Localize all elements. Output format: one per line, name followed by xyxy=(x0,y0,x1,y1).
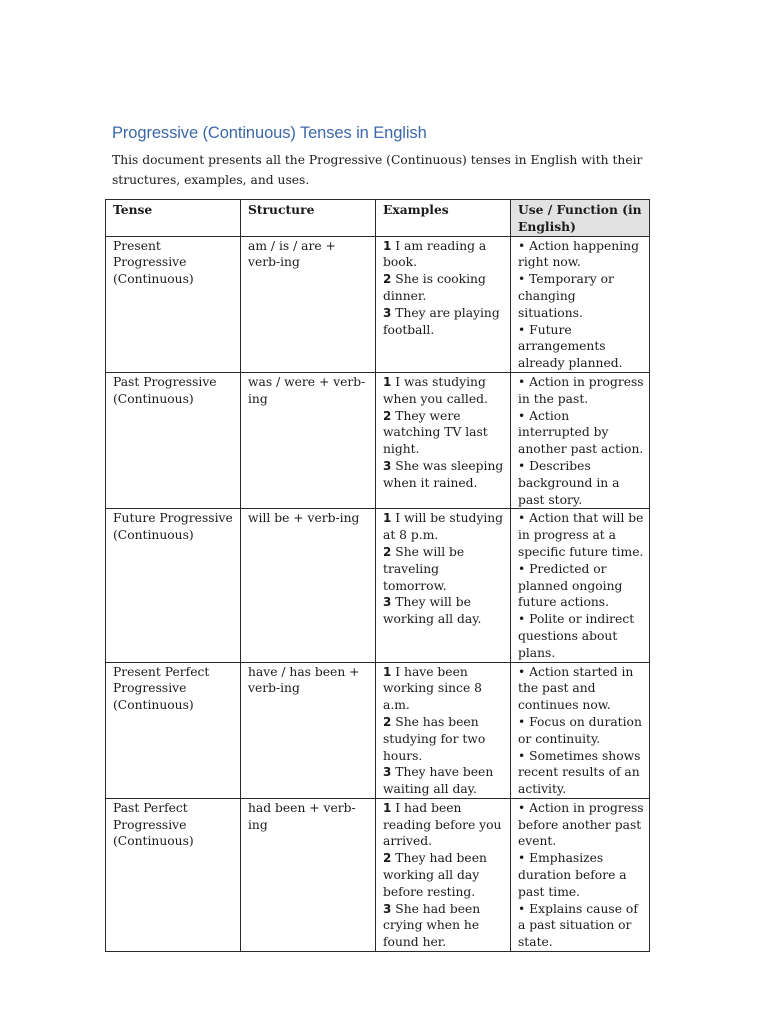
structure-cell: have / has been + verb-ing xyxy=(241,662,376,798)
example-line xyxy=(383,714,505,764)
use-line: • Focus on duration or continuity. xyxy=(518,714,642,746)
example-number: 3 xyxy=(383,765,392,780)
use-line: • Action in progress in the past. xyxy=(518,374,644,406)
document-title: Progressive (Continuous) Tenses in English xyxy=(112,124,427,142)
example-line xyxy=(383,850,505,900)
example-line xyxy=(383,901,505,951)
use-line: • Describes background in a past story. xyxy=(518,458,620,507)
table-row xyxy=(106,509,650,662)
examples-cell xyxy=(376,662,511,798)
use-line: • Temporary or changing situations. xyxy=(518,272,614,320)
structure-cell: am / is / are + verb-ing xyxy=(241,236,376,372)
examples-cell xyxy=(376,372,511,508)
example-text: She was sleeping when it rained. xyxy=(383,458,504,490)
example-line xyxy=(383,458,505,492)
use-line: • Action that will be in progress at a specific future time. xyxy=(518,511,644,559)
structure-cell: had been + verb-ing xyxy=(241,798,376,951)
use-line: • Action happening right now. xyxy=(518,238,639,270)
use-cell xyxy=(511,372,650,508)
use-cell xyxy=(511,662,650,798)
use-line: • Future arrangements already planned. xyxy=(518,322,623,371)
tense-cell: Future Progressive (Continuous) xyxy=(106,509,241,662)
example-line xyxy=(383,374,505,408)
tense-cell: Past Progressive (Continuous) xyxy=(106,372,241,508)
example-text: I have been working since 8 a.m. xyxy=(383,664,482,713)
use-line: • Action interrupted by another past action. xyxy=(518,408,644,457)
use-line: • Polite or indirect questions about plans. xyxy=(518,612,635,660)
example-text: They had been working all day before resting. xyxy=(383,851,487,899)
example-number: 2 xyxy=(383,272,392,287)
example-number: 3 xyxy=(383,901,392,916)
structure-cell: was / were + verb-ing xyxy=(241,372,376,508)
tense-cell: Present Progressive (Continuous) xyxy=(106,236,241,372)
example-text: She had been crying when he found her. xyxy=(383,901,481,950)
use-cell xyxy=(511,798,650,951)
tenses-table xyxy=(105,199,650,952)
use-line: • Action started in the past and continues now. xyxy=(518,664,634,713)
use-cell xyxy=(511,236,650,372)
example-number: 1 xyxy=(383,374,392,389)
example-line xyxy=(383,271,505,305)
header-use-function: Use / Function (in English) xyxy=(511,200,650,237)
examples-cell xyxy=(376,236,511,372)
example-text: They were watching TV last night. xyxy=(383,408,488,457)
example-number: 2 xyxy=(383,408,392,423)
use-line: • Action in progress before another past event. xyxy=(518,800,644,849)
example-line xyxy=(383,594,505,628)
example-number: 1 xyxy=(383,238,392,253)
table-body xyxy=(106,236,650,951)
example-number: 1 xyxy=(383,511,392,526)
tense-cell: Past Perfect Progressive (Continuous) xyxy=(106,798,241,951)
table-header-row xyxy=(106,200,650,237)
example-line xyxy=(383,764,505,798)
example-text: I will be studying at 8 p.m. xyxy=(383,511,504,543)
example-line xyxy=(383,664,505,714)
structure-cell: will be + verb-ing xyxy=(241,509,376,662)
examples-cell xyxy=(376,509,511,662)
example-text: They are playing football. xyxy=(383,305,500,337)
header-structure: Structure xyxy=(241,200,376,237)
use-line: • Emphasizes duration before a past time. xyxy=(518,851,627,899)
example-line xyxy=(383,800,505,850)
example-text: I am reading a book. xyxy=(383,238,487,270)
document-intro: This document presents all the Progressive (Continuous) tenses in English with their structures, examples, and uses. xyxy=(112,153,643,187)
example-number: 2 xyxy=(383,851,392,866)
header-examples: Examples xyxy=(376,200,511,237)
example-number: 1 xyxy=(383,800,392,815)
example-text: I was studying when you called. xyxy=(383,374,488,406)
example-number: 3 xyxy=(383,305,392,320)
header-tense: Tense xyxy=(106,200,241,237)
example-text: They have been waiting all day. xyxy=(383,765,494,797)
table-row xyxy=(106,662,650,798)
example-text: She is cooking dinner. xyxy=(383,272,486,303)
use-line: • Explains cause of a past situation or state. xyxy=(518,901,638,950)
use-line: • Predicted or planned ongoing future actions. xyxy=(518,561,623,610)
example-text: I had been reading before you arrived. xyxy=(383,800,502,849)
tense-cell: Present Perfect Progressive (Continuous) xyxy=(106,662,241,798)
example-number: 3 xyxy=(383,595,392,610)
example-number: 3 xyxy=(383,458,392,473)
table-row xyxy=(106,236,650,372)
use-line: • Sometimes shows recent results of an activity. xyxy=(518,748,641,797)
example-line xyxy=(383,305,505,339)
example-number: 1 xyxy=(383,664,392,679)
example-line xyxy=(383,238,505,272)
example-line xyxy=(383,408,505,458)
table-row xyxy=(106,798,650,951)
example-text: She will be traveling tomorrow. xyxy=(383,544,465,593)
examples-cell xyxy=(376,798,511,951)
example-text: She has been studying for two hours. xyxy=(383,714,486,763)
example-number: 2 xyxy=(383,544,392,559)
example-line xyxy=(383,510,505,544)
use-cell xyxy=(511,509,650,662)
table-row xyxy=(106,372,650,508)
example-text: They will be working all day. xyxy=(383,595,482,627)
example-line xyxy=(383,544,505,594)
example-number: 2 xyxy=(383,714,392,729)
